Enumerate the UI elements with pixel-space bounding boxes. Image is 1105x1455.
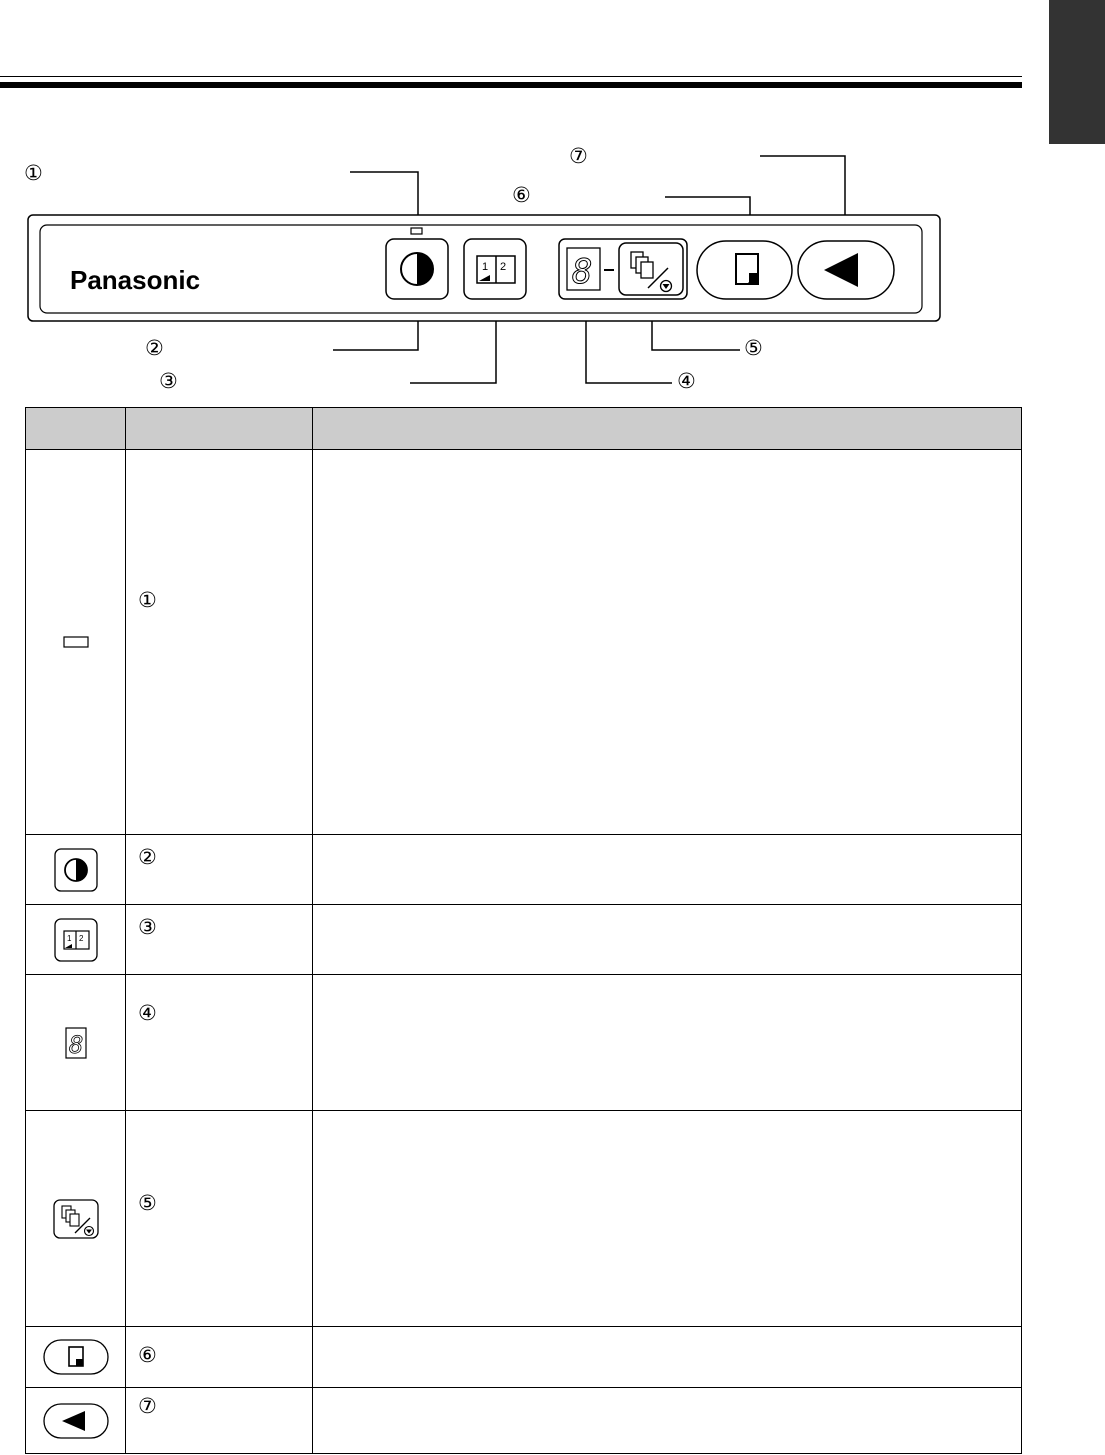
header-icon	[26, 408, 126, 450]
display-digit: 8	[572, 252, 593, 292]
row-2-description	[313, 835, 1022, 905]
header-description	[313, 408, 1022, 450]
table-row	[26, 450, 1022, 835]
copy-start-icon	[43, 1339, 109, 1375]
icon-label-1: 1	[482, 261, 489, 273]
callout-5: ⑤	[744, 336, 763, 360]
row-5-name-cell	[126, 1111, 313, 1327]
row-7-marker: ⑦	[138, 1394, 157, 1418]
table-header-row	[26, 408, 1022, 450]
callout-6: ⑥	[512, 183, 531, 207]
row-6-marker: ⑥	[138, 1343, 157, 1367]
contrast-icon	[54, 848, 98, 892]
row-3-icon-cell	[26, 905, 126, 975]
row-3-icon-label-1: 1	[66, 933, 71, 943]
row-5-description	[313, 1111, 1022, 1327]
original-feed-icon	[43, 1403, 109, 1439]
copies-reset-icon	[53, 1199, 99, 1239]
row-3-name-cell	[126, 905, 313, 975]
icon-label-2: 2	[500, 261, 507, 273]
header-rule-thick	[0, 82, 1022, 88]
digit-display	[567, 248, 600, 292]
row-6-description	[313, 1327, 1022, 1388]
table-row	[26, 835, 1022, 905]
original-feed-button[interactable]	[798, 241, 894, 299]
row-6-icon-cell	[26, 1327, 126, 1388]
callout-4: ④	[677, 369, 696, 393]
table-row	[26, 1111, 1022, 1327]
row-4-description	[313, 975, 1022, 1111]
table-row	[26, 1327, 1022, 1388]
contrast-button[interactable]	[386, 239, 448, 299]
callout-1: ①	[24, 161, 43, 185]
row-4-marker: ④	[138, 1001, 157, 1025]
copy-start-icon	[736, 254, 758, 284]
contrast-icon	[401, 253, 433, 285]
section-tab	[1049, 0, 1105, 144]
copy-start-button[interactable]	[697, 241, 792, 299]
row-7-description	[313, 1388, 1022, 1454]
controls-table	[25, 407, 1022, 1454]
row-7-icon-cell	[26, 1388, 126, 1454]
row-2-icon-cell	[26, 835, 126, 905]
row-2-marker: ②	[138, 845, 157, 869]
header-rule-thin	[0, 76, 1022, 77]
row-5-icon-cell	[26, 1111, 126, 1327]
row-6-name-cell	[126, 1327, 313, 1388]
callout-3: ③	[159, 369, 178, 393]
two-in-one-icon	[477, 256, 515, 283]
row-1-description	[313, 450, 1022, 835]
callout-7: ⑦	[569, 144, 588, 168]
row-7-name-cell	[126, 1388, 313, 1454]
table-row	[26, 1388, 1022, 1454]
row-4-icon-cell	[26, 975, 126, 1111]
two-in-one-icon	[54, 918, 98, 962]
table-row	[26, 975, 1022, 1111]
row-1-icon-cell	[26, 450, 126, 835]
callout-2: ②	[145, 336, 164, 360]
indicator-lamp	[411, 228, 422, 234]
row-3-marker: ③	[138, 915, 157, 939]
brand-logo: Panasonic	[70, 265, 201, 295]
row-2-name-cell	[126, 835, 313, 905]
row-1-marker: ①	[138, 588, 157, 612]
row-4-name-cell	[126, 975, 313, 1111]
table-row	[26, 905, 1022, 975]
row-3-description	[313, 905, 1022, 975]
row-1-name-cell	[126, 450, 313, 835]
copies-reset-button[interactable]	[619, 243, 683, 295]
row-4-display-digit: 8	[68, 1030, 83, 1059]
row-5-marker: ⑤	[138, 1191, 157, 1215]
indicator-lamp-icon	[63, 636, 89, 648]
control-panel-diagram	[0, 130, 1000, 400]
two-in-one-button[interactable]	[464, 239, 526, 299]
row-3-icon-label-2: 2	[78, 933, 83, 943]
header-name	[126, 408, 313, 450]
digit-display-icon	[65, 1027, 87, 1059]
